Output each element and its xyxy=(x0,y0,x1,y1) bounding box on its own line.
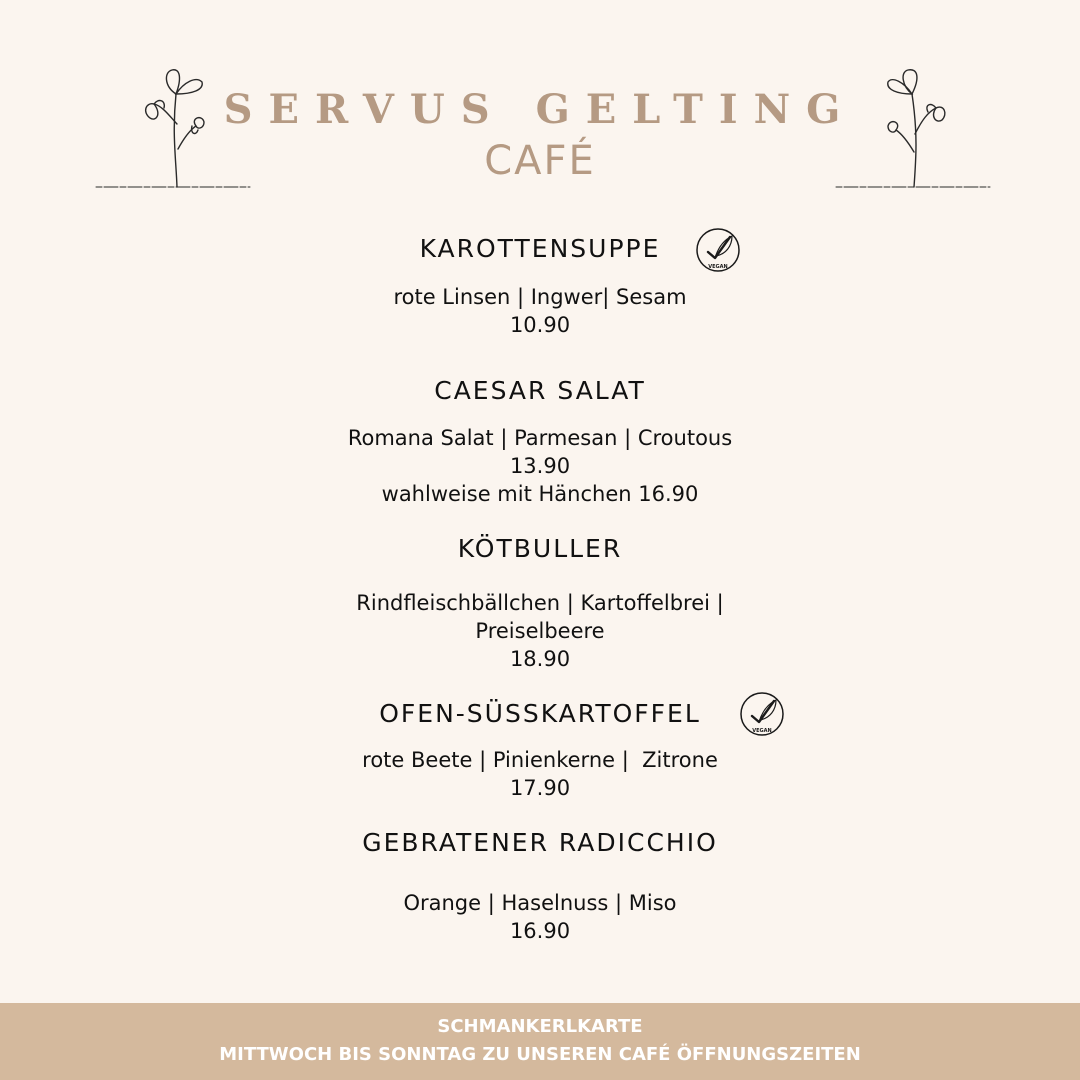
dish-ingredients-cont: Preiselbeere xyxy=(475,619,605,643)
dish-price: 16.90 xyxy=(509,919,571,943)
footer-hours: MITTWOCH BIS SONNTAG ZU UNSEREN CAFÉ ÖFFNUNGSZEITEN xyxy=(219,1044,861,1065)
dish-price: 13.90 xyxy=(509,454,571,478)
dish-price: 18.90 xyxy=(509,647,571,671)
vegan-icon xyxy=(694,226,742,274)
svg-text:VEGAN: VEGAN xyxy=(708,264,728,270)
dish-details xyxy=(0,889,1080,945)
dish-name: KÖTBULLER xyxy=(457,534,623,563)
dish-name: OFEN-SÜSSKARTOFFEL xyxy=(379,699,701,728)
dish-ingredients: Romana Salat | Parmesan | Croutous xyxy=(347,426,733,450)
vegan-icon xyxy=(738,690,786,738)
dish-ingredients: rote Linsen | Ingwer| Sesam xyxy=(393,285,687,309)
dish-details xyxy=(0,283,1080,339)
dish-name: KAROTTENSUPPE xyxy=(419,234,661,263)
dish-name: CAESAR SALAT xyxy=(434,376,646,405)
dish-option: wahlweise mit Hänchen 16.90 xyxy=(381,482,699,506)
dish-name: GEBRATENER RADICCHIO xyxy=(362,828,718,857)
dish-details xyxy=(0,424,1080,508)
page-subtitle: CAFÉ xyxy=(484,138,596,184)
dish-price: 17.90 xyxy=(509,776,571,800)
dish-details xyxy=(0,746,1080,802)
dish-ingredients: rote Beete | Pinienkerne | Zitrone xyxy=(362,748,718,772)
dish-ingredients: Orange | Haselnuss | Miso xyxy=(403,891,677,915)
page-title: SERVUS GELTING xyxy=(223,86,857,133)
dish-ingredients: Rindfleischbällchen | Kartoffelbrei | xyxy=(356,591,724,615)
dish-price: 10.90 xyxy=(509,313,571,337)
svg-text:VEGAN: VEGAN xyxy=(752,728,772,734)
footer-title: SCHMANKERLKARTE xyxy=(437,1016,643,1037)
dish-details xyxy=(0,589,1080,673)
footer-banner xyxy=(0,1003,1080,1080)
